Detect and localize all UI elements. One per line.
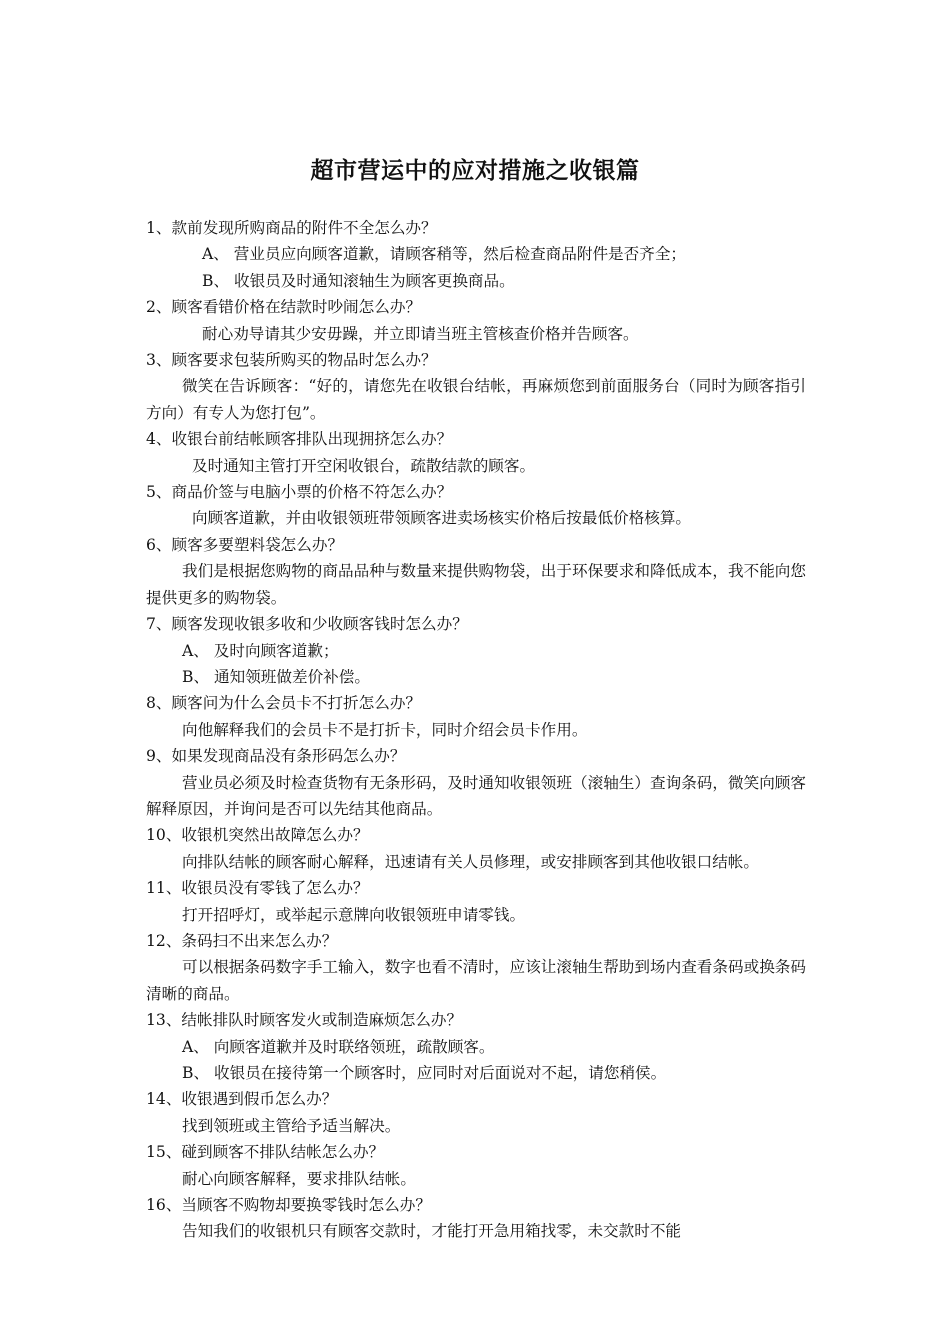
question-3: 3、顾客要求包装所购买的物品时怎么办？ [146,351,437,370]
question-9: 9、如果发现商品没有条形码怎么办？ [146,747,406,766]
question-12: 12、条码扫不出来怎么办？ [146,931,338,950]
question-5: 5、商品价签与电脑小票的价格不符怎么办？ [146,483,453,502]
question-14: 14、收银遇到假币怎么办？ [146,1090,338,1109]
question-15: 15、碰到顾客不排队结帐怎么办？ [146,1143,385,1162]
document-title: 超市营运中的应对措施之收银篇 [310,158,640,184]
answer-7b: B、 通知领班做差价补偿。 [182,667,370,686]
question-13: 13、结帐排队时顾客发火或制造麻烦怎么办？ [146,1011,463,1030]
question-2: 2、顾客看错价格在结款时吵闹怎么办？ [146,298,422,317]
answer-12: 可以根据条码数字手工输入，数字也看不清时，应该让滚轴生帮助到场内查看条码或换条码清晰的商品。 [146,958,806,1003]
answer-10: 向排队结帐的顾客耐心解释，迅速请有关人员修理，或安排顾客到其他收银口结帐。 [182,852,759,871]
answer-13a: A、 向顾客道歉并及时联络领班，疏散顾客。 [182,1037,495,1056]
answer-14: 找到领班或主管给予适当解决。 [182,1116,401,1135]
answer-2: 耐心劝导请其少安毋躁，并立即请当班主管核查价格并告顾客。 [202,324,639,343]
question-4: 4、收银台前结帐顾客排队出现拥挤怎么办？ [146,430,453,449]
question-7: 7、顾客发现收银多收和少收顾客钱时怎么办？ [146,615,468,634]
answer-3: 微笑在告诉顾客：“好的，请您先在收银台结帐，再麻烦您到前面服务台（同时为顾客指引方向）有专人为您打包”。 [146,377,806,422]
question-16: 16、当顾客不购物却要换零钱时怎么办？ [146,1196,431,1215]
answer-5: 向顾客道歉，并由收银领班带领顾客进卖场核实价格后按最低价格核算。 [192,509,692,528]
answer-7a: A、 及时向顾客道歉； [182,641,339,660]
question-10: 10、收银机突然出故障怎么办？ [146,826,369,845]
answer-15: 耐心向顾客解释，要求排队结帐。 [182,1169,416,1188]
document-body [146,215,806,1245]
answer-6: 我们是根据您购物的商品品种与数量来提供购物袋，出于环保要求和降低成本，我不能向您提供更多的购物袋。 [146,562,806,607]
answer-1a: A、 营业员应向顾客道歉，请顾客稍等，然后检查商品附件是否齐全； [202,245,687,264]
question-8: 8、顾客问为什么会员卡不打折怎么办？ [146,694,422,713]
question-11: 11、收银员没有零钱了怎么办？ [146,879,369,898]
answer-9: 营业员必须及时检查货物有无条形码，及时通知收银领班（滚轴生）查询条码，微笑向顾客解释原因，并询问是否可以先结其他商品。 [146,773,806,818]
question-6: 6、顾客多要塑料袋怎么办？ [146,535,344,554]
answer-4: 及时通知主管打开空闲收银台，疏散结款的顾客。 [192,456,536,475]
question-1: 1、款前发现所购商品的附件不全怎么办？ [146,219,437,237]
answer-1b: B、 收银员及时通知滚轴生为顾客更换商品。 [202,271,515,290]
answer-11: 打开招呼灯，或举起示意牌向收银领班申请零钱。 [182,905,526,924]
answer-16: 告知我们的收银机只有顾客交款时，才能打开急用箱找零，未交款时不能 [182,1222,682,1241]
answer-13b: B、 收银员在接待第一个顾客时，应同时对后面说对不起，请您稍侯。 [182,1064,667,1082]
answer-8: 向他解释我们的会员卡不是打折卡，同时介绍会员卡作用。 [182,720,588,739]
